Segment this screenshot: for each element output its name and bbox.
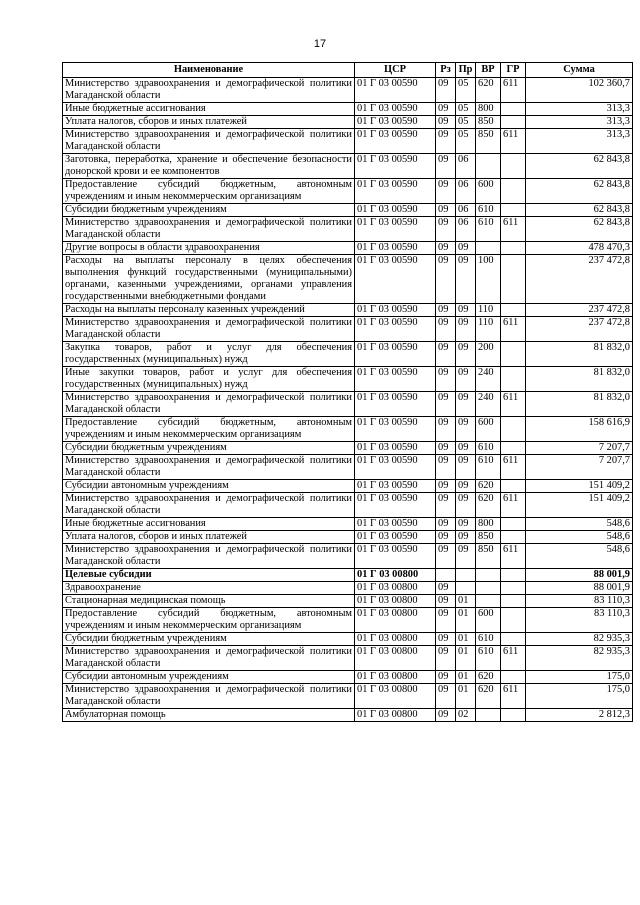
cell-sum: 83 110,3: [526, 608, 633, 633]
cell-vr: [476, 595, 501, 608]
header-name: Наименование: [63, 63, 355, 78]
cell-csr: 01 Г 03 00590: [355, 342, 436, 367]
cell-name: Иные бюджетные ассигнования: [63, 103, 355, 116]
cell-csr: 01 Г 03 00800: [355, 671, 436, 684]
table-row: [63, 317, 633, 342]
cell-name: Здравоохранение: [63, 582, 355, 595]
cell-name: Другие вопросы в области здравоохранения: [63, 242, 355, 255]
cell-sum: 237 472,8: [526, 304, 633, 317]
cell-sum: 548,6: [526, 518, 633, 531]
table-row: [63, 242, 633, 255]
cell-vr: 850: [476, 544, 501, 569]
cell-rz: 09: [436, 633, 456, 646]
cell-sum: 478 470,3: [526, 242, 633, 255]
cell-pr: 06: [456, 217, 476, 242]
cell-gr: [501, 242, 526, 255]
table-row: [63, 217, 633, 242]
cell-sum: 62 843,8: [526, 217, 633, 242]
cell-vr: 610: [476, 646, 501, 671]
cell-gr: [501, 531, 526, 544]
cell-csr: 01 Г 03 00800: [355, 608, 436, 633]
table-row: [63, 179, 633, 204]
cell-csr: 01 Г 03 00590: [355, 116, 436, 129]
cell-gr: [501, 342, 526, 367]
cell-name: Министерство здравоохранения и демографической политики Магаданской области: [63, 217, 355, 242]
cell-sum: 2 812,3: [526, 709, 633, 722]
cell-sum: 62 843,8: [526, 154, 633, 179]
cell-vr: 240: [476, 392, 501, 417]
cell-vr: 610: [476, 442, 501, 455]
table-row: [63, 633, 633, 646]
cell-name: Уплата налогов, сборов и иных платежей: [63, 531, 355, 544]
cell-csr: 01 Г 03 00590: [355, 78, 436, 103]
table-row: [63, 569, 633, 582]
cell-vr: [476, 709, 501, 722]
cell-name: Министерство здравоохранения и демографической политики Магаданской области: [63, 455, 355, 480]
cell-pr: 09: [456, 544, 476, 569]
table-row: [63, 518, 633, 531]
cell-rz: 09: [436, 518, 456, 531]
cell-csr: 01 Г 03 00590: [355, 204, 436, 217]
table-row: [63, 646, 633, 671]
cell-sum: 175,0: [526, 671, 633, 684]
cell-rz: 09: [436, 493, 456, 518]
cell-name: Министерство здравоохранения и демографической политики Магаданской области: [63, 78, 355, 103]
cell-pr: 09: [456, 531, 476, 544]
cell-pr: 09: [456, 317, 476, 342]
cell-gr: [501, 633, 526, 646]
cell-csr: 01 Г 03 00590: [355, 417, 436, 442]
table-row: [63, 204, 633, 217]
cell-csr: 01 Г 03 00800: [355, 633, 436, 646]
cell-vr: [476, 582, 501, 595]
cell-sum: 151 409,2: [526, 493, 633, 518]
table-row: [63, 78, 633, 103]
cell-name: Субсидии бюджетным учреждениям: [63, 442, 355, 455]
cell-pr: 06: [456, 154, 476, 179]
cell-gr: [501, 569, 526, 582]
cell-name: Расходы на выплаты персоналу казенных учреждений: [63, 304, 355, 317]
cell-gr: [501, 417, 526, 442]
cell-gr: [501, 154, 526, 179]
cell-name: Министерство здравоохранения и демографической политики Магаданской области: [63, 684, 355, 709]
cell-vr: 600: [476, 608, 501, 633]
cell-sum: 82 935,3: [526, 633, 633, 646]
cell-sum: 158 616,9: [526, 417, 633, 442]
cell-rz: 09: [436, 417, 456, 442]
cell-sum: 237 472,8: [526, 317, 633, 342]
cell-name: Министерство здравоохранения и демографической политики Магаданской области: [63, 544, 355, 569]
cell-csr: 01 Г 03 00590: [355, 480, 436, 493]
cell-name: Субсидии автономным учреждениям: [63, 480, 355, 493]
cell-rz: 09: [436, 116, 456, 129]
cell-pr: 01: [456, 646, 476, 671]
cell-rz: 09: [436, 392, 456, 417]
cell-name: Министерство здравоохранения и демографической политики Магаданской области: [63, 493, 355, 518]
cell-vr: 620: [476, 684, 501, 709]
cell-rz: [436, 569, 456, 582]
cell-name: Целевые субсидии: [63, 569, 355, 582]
table-row: [63, 544, 633, 569]
cell-rz: 09: [436, 646, 456, 671]
header-vr: ВР: [476, 63, 501, 78]
cell-sum: 175,0: [526, 684, 633, 709]
cell-pr: 09: [456, 518, 476, 531]
cell-vr: 850: [476, 531, 501, 544]
table-body: [63, 78, 633, 722]
cell-rz: 09: [436, 442, 456, 455]
cell-pr: 09: [456, 342, 476, 367]
cell-name: Предоставление субсидий бюджетным, автономным учреждениям и иным некоммерческим организациям: [63, 417, 355, 442]
cell-vr: 610: [476, 204, 501, 217]
table-row: [63, 493, 633, 518]
cell-gr: [501, 442, 526, 455]
cell-csr: 01 Г 03 00590: [355, 179, 436, 204]
cell-vr: 800: [476, 518, 501, 531]
cell-rz: 09: [436, 455, 456, 480]
cell-csr: 01 Г 03 00590: [355, 317, 436, 342]
table-row: [63, 531, 633, 544]
header-pr: Пр: [456, 63, 476, 78]
budget-table: [62, 62, 633, 722]
cell-rz: 09: [436, 204, 456, 217]
cell-sum: 81 832,0: [526, 392, 633, 417]
cell-vr: 600: [476, 417, 501, 442]
cell-sum: 88 001,9: [526, 569, 633, 582]
cell-name: Заготовка, переработка, хранение и обеспечение безопасности донорской крови и ее компонентов: [63, 154, 355, 179]
cell-name: Стационарная медицинская помощь: [63, 595, 355, 608]
cell-pr: 05: [456, 129, 476, 154]
cell-csr: 01 Г 03 00800: [355, 595, 436, 608]
cell-rz: 09: [436, 342, 456, 367]
cell-gr: [501, 103, 526, 116]
cell-vr: 620: [476, 671, 501, 684]
cell-csr: 01 Г 03 00590: [355, 518, 436, 531]
cell-rz: 09: [436, 304, 456, 317]
table-row: [63, 103, 633, 116]
cell-vr: 240: [476, 367, 501, 392]
header-rz: Рз: [436, 63, 456, 78]
cell-sum: 237 472,8: [526, 255, 633, 304]
cell-name: Субсидии автономным учреждениям: [63, 671, 355, 684]
table-row: [63, 129, 633, 154]
table-row: [63, 709, 633, 722]
cell-pr: 09: [456, 304, 476, 317]
cell-csr: 01 Г 03 00590: [355, 493, 436, 518]
cell-vr: 620: [476, 480, 501, 493]
cell-name: Министерство здравоохранения и демографической политики Магаданской области: [63, 129, 355, 154]
cell-gr: [501, 709, 526, 722]
cell-vr: 800: [476, 103, 501, 116]
cell-name: Амбулаторная помощь: [63, 709, 355, 722]
cell-gr: 611: [501, 544, 526, 569]
cell-csr: 01 Г 03 00800: [355, 569, 436, 582]
cell-pr: 01: [456, 671, 476, 684]
cell-vr: 600: [476, 179, 501, 204]
cell-name: Субсидии бюджетным учреждениям: [63, 633, 355, 646]
cell-rz: 09: [436, 217, 456, 242]
cell-vr: 110: [476, 317, 501, 342]
cell-sum: 548,6: [526, 531, 633, 544]
table-row: [63, 455, 633, 480]
table-row: [63, 595, 633, 608]
cell-gr: 611: [501, 317, 526, 342]
cell-vr: [476, 242, 501, 255]
cell-rz: 09: [436, 129, 456, 154]
cell-rz: 09: [436, 544, 456, 569]
cell-pr: 06: [456, 204, 476, 217]
cell-sum: 81 832,0: [526, 342, 633, 367]
cell-pr: 09: [456, 493, 476, 518]
cell-gr: 611: [501, 455, 526, 480]
cell-vr: [476, 154, 501, 179]
cell-name: Расходы на выплаты персоналу в целях обеспечения выполнения функций государственными (муниципальными) органами, казенными учреждениями, органами управления государственными внебюджетными фондами: [63, 255, 355, 304]
table-row: [63, 116, 633, 129]
table-row: [63, 417, 633, 442]
cell-gr: [501, 255, 526, 304]
table-row: [63, 392, 633, 417]
cell-vr: 610: [476, 633, 501, 646]
cell-rz: 09: [436, 608, 456, 633]
cell-vr: 100: [476, 255, 501, 304]
cell-pr: 01: [456, 595, 476, 608]
table-row: [63, 154, 633, 179]
cell-csr: 01 Г 03 00590: [355, 531, 436, 544]
cell-pr: 05: [456, 78, 476, 103]
cell-pr: 09: [456, 455, 476, 480]
cell-rz: 09: [436, 317, 456, 342]
cell-gr: 611: [501, 646, 526, 671]
cell-csr: 01 Г 03 00590: [355, 129, 436, 154]
cell-csr: 01 Г 03 00590: [355, 242, 436, 255]
table-row: [63, 671, 633, 684]
cell-name: Министерство здравоохранения и демографической политики Магаданской области: [63, 317, 355, 342]
cell-csr: 01 Г 03 00800: [355, 709, 436, 722]
cell-name: Министерство здравоохранения и демографической политики Магаданской области: [63, 646, 355, 671]
cell-pr: 09: [456, 367, 476, 392]
table-row: [63, 342, 633, 367]
cell-gr: [501, 204, 526, 217]
cell-pr: 06: [456, 179, 476, 204]
cell-rz: 09: [436, 671, 456, 684]
cell-rz: 09: [436, 78, 456, 103]
cell-csr: 01 Г 03 00590: [355, 367, 436, 392]
cell-sum: 7 207,7: [526, 442, 633, 455]
cell-pr: 01: [456, 608, 476, 633]
cell-gr: [501, 480, 526, 493]
cell-csr: 01 Г 03 00590: [355, 217, 436, 242]
cell-name: Министерство здравоохранения и демографической политики Магаданской области: [63, 392, 355, 417]
cell-name: Уплата налогов, сборов и иных платежей: [63, 116, 355, 129]
cell-sum: 7 207,7: [526, 455, 633, 480]
cell-pr: 02: [456, 709, 476, 722]
cell-gr: [501, 608, 526, 633]
cell-rz: 09: [436, 595, 456, 608]
cell-pr: 05: [456, 103, 476, 116]
cell-gr: 611: [501, 392, 526, 417]
cell-gr: [501, 671, 526, 684]
cell-sum: 313,3: [526, 116, 633, 129]
cell-name: Иные закупки товаров, работ и услуг для обеспечения государственных (муниципальных) нужд: [63, 367, 355, 392]
cell-rz: 09: [436, 582, 456, 595]
cell-vr: 850: [476, 116, 501, 129]
table-row: [63, 480, 633, 493]
cell-rz: 09: [436, 103, 456, 116]
cell-gr: [501, 179, 526, 204]
cell-sum: 548,6: [526, 544, 633, 569]
cell-csr: 01 Г 03 00800: [355, 646, 436, 671]
header-sum: Сумма: [526, 63, 633, 78]
cell-sum: 81 832,0: [526, 367, 633, 392]
table-row: [63, 304, 633, 317]
cell-gr: 611: [501, 493, 526, 518]
cell-vr: 620: [476, 493, 501, 518]
table-row: [63, 442, 633, 455]
table-row: [63, 255, 633, 304]
page-number: 17: [313, 38, 327, 50]
header-gr: ГР: [501, 63, 526, 78]
cell-gr: 611: [501, 129, 526, 154]
cell-csr: 01 Г 03 00590: [355, 255, 436, 304]
cell-pr: [456, 569, 476, 582]
cell-csr: 01 Г 03 00590: [355, 544, 436, 569]
cell-rz: 09: [436, 684, 456, 709]
cell-rz: 09: [436, 242, 456, 255]
cell-pr: 09: [456, 480, 476, 493]
cell-rz: 09: [436, 179, 456, 204]
cell-rz: 09: [436, 154, 456, 179]
table-row: [63, 684, 633, 709]
cell-gr: [501, 367, 526, 392]
cell-pr: 09: [456, 255, 476, 304]
table-row: [63, 582, 633, 595]
cell-pr: 01: [456, 684, 476, 709]
cell-rz: 09: [436, 367, 456, 392]
cell-vr: 610: [476, 217, 501, 242]
cell-rz: 09: [436, 480, 456, 493]
cell-sum: 313,3: [526, 103, 633, 116]
cell-name: Предоставление субсидий бюджетным, автономным учреждениям и иным некоммерческим организациям: [63, 179, 355, 204]
header-csr: ЦСР: [355, 63, 436, 78]
cell-pr: 09: [456, 417, 476, 442]
cell-pr: [456, 582, 476, 595]
cell-name: Субсидии бюджетным учреждениям: [63, 204, 355, 217]
cell-sum: 151 409,2: [526, 480, 633, 493]
cell-csr: 01 Г 03 00590: [355, 103, 436, 116]
cell-vr: 610: [476, 455, 501, 480]
cell-name: Предоставление субсидий бюджетным, автономным учреждениям и иным некоммерческим организациям: [63, 608, 355, 633]
cell-gr: [501, 116, 526, 129]
cell-name: Закупка товаров, работ и услуг для обеспечения государственных (муниципальных) нужд: [63, 342, 355, 367]
table-row: [63, 608, 633, 633]
cell-csr: 01 Г 03 00800: [355, 684, 436, 709]
cell-csr: 01 Г 03 00590: [355, 154, 436, 179]
cell-rz: 09: [436, 531, 456, 544]
cell-gr: [501, 304, 526, 317]
cell-rz: 09: [436, 255, 456, 304]
cell-sum: 313,3: [526, 129, 633, 154]
cell-sum: 62 843,8: [526, 179, 633, 204]
cell-gr: 611: [501, 78, 526, 103]
cell-sum: 82 935,3: [526, 646, 633, 671]
cell-gr: 611: [501, 217, 526, 242]
cell-sum: 62 843,8: [526, 204, 633, 217]
cell-vr: 620: [476, 78, 501, 103]
cell-vr: 110: [476, 304, 501, 317]
cell-gr: 611: [501, 684, 526, 709]
cell-csr: 01 Г 03 00800: [355, 582, 436, 595]
cell-gr: [501, 595, 526, 608]
cell-vr: [476, 569, 501, 582]
cell-pr: 09: [456, 242, 476, 255]
cell-gr: [501, 518, 526, 531]
cell-csr: 01 Г 03 00590: [355, 455, 436, 480]
cell-csr: 01 Г 03 00590: [355, 442, 436, 455]
cell-name: Иные бюджетные ассигнования: [63, 518, 355, 531]
cell-csr: 01 Г 03 00590: [355, 304, 436, 317]
table-row: [63, 367, 633, 392]
cell-csr: 01 Г 03 00590: [355, 392, 436, 417]
cell-sum: 88 001,9: [526, 582, 633, 595]
table-header-row: [63, 63, 633, 78]
cell-pr: 05: [456, 116, 476, 129]
cell-pr: 09: [456, 442, 476, 455]
cell-sum: 83 110,3: [526, 595, 633, 608]
cell-sum: 102 360,7: [526, 78, 633, 103]
cell-pr: 01: [456, 633, 476, 646]
cell-gr: [501, 582, 526, 595]
cell-pr: 09: [456, 392, 476, 417]
cell-vr: 200: [476, 342, 501, 367]
cell-vr: 850: [476, 129, 501, 154]
cell-rz: 09: [436, 709, 456, 722]
